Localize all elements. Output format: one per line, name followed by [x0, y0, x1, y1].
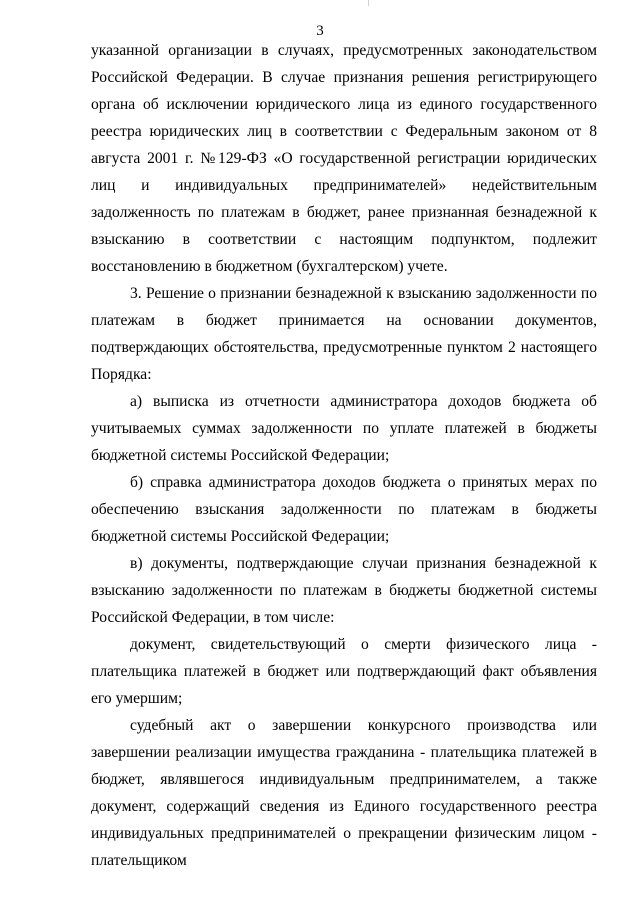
paragraph-item-v: в) документы, подтверждающие случаи признания безнадежной к взысканию задолженности по платежам в бюджеты бюджетной системы Российской Федерации, в том числе:	[91, 555, 597, 626]
paragraph-continuation: указанной организации в случаях, предусмотренных законодательством Российской Федерации. В случае признания решения регистрирующего органа об исключении юридического лица из единого государственного реестра юридических лиц в соответствии с Федеральным законом от 8 августа 2001 г. №129-ФЗ «О государственной регистрации юридических лиц и индивидуальных предпринимателей» недействительным задолженность по платежам в бюджет, ранее признанная безнадежной к взысканию в соответствии с настоящим подпунктом, подлежит восстановлению в бюджетном (бухгалтерском) учете.	[91, 42, 597, 275]
page-number: 3	[316, 23, 324, 39]
paragraph-item-a: а) выписка из отчетности администратора доходов бюджета об учитываемых суммах задолженности по уплате платежей в бюджеты бюджетной системы Российской Федерации;	[91, 393, 597, 464]
document-body	[91, 37, 597, 874]
paragraph-death-document: документ, свидетельствующий о смерти физического лица - плательщика платежей в бюджет или подтверждающий факт объявления его умершим;	[91, 636, 597, 707]
paragraph-clause-3: 3. Решение о признании безнадежной к взысканию задолженности по платежам в бюджет принимается на основании документов, подтверждающих обстоятельства, предусмотренные пунктом 2 настоящего Порядка:	[91, 285, 597, 383]
scan-mark	[368, 0, 369, 6]
paragraph-court-act: судебный акт о завершении конкурсного производства или завершении реализации имущества гражданина - плательщика платежей в бюджет, являвшегося индивидуальным предпринимателем, а также документ, содержащий сведения из Единого государственного реестра индивидуальных предпринимателей о прекращении физическим лицом - плательщиком	[91, 717, 597, 869]
paragraph-item-b: б) справка администратора доходов бюджета о принятых мерах по обеспечению взыскания задолженности по платежам в бюджеты бюджетной системы Российской Федерации;	[91, 474, 597, 545]
